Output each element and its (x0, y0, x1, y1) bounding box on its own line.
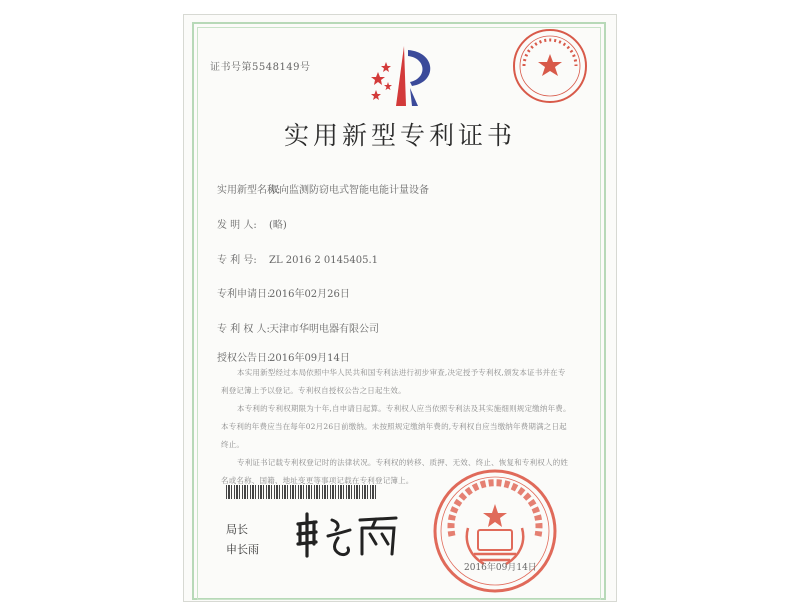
certificate-number: 证书号第5548149号 (210, 62, 311, 73)
field-patent-number (217, 251, 378, 266)
field-value: 天津市华明电器有限公司 (269, 324, 379, 335)
director-title: 局长 (226, 523, 248, 536)
field-label: 专 利 权 人: (217, 324, 270, 335)
patent-office-seal (430, 466, 560, 596)
field-label: 实用新型名称: (217, 185, 281, 196)
director-name: 申长雨 (226, 543, 259, 556)
field-value: (略) (269, 220, 287, 231)
verification-stamp (510, 26, 590, 106)
body-paragraph: 专利证书记载专利权登记时的法律状况。专利权的转移、质押、无效、终止、恢复和专利权人的姓名或名称、国籍、地址变更等事项记载在专利登记簿上。 (221, 458, 569, 485)
body-paragraph: 本实用新型经过本局依照中华人民共和国专利法进行初步审查,决定授予专利权,颁发本证书并在专利登记簿上予以登记。专利权自授权公告之日起生效。 (221, 368, 566, 395)
field-label: 专利申请日: (217, 289, 271, 300)
field-label: 发 明 人: (217, 220, 257, 231)
field-value: 2016年09月14日 (269, 353, 350, 364)
field-label: 授权公告日: (217, 353, 271, 364)
field-inventor (217, 216, 287, 231)
field-label: 专 利 号: (217, 255, 257, 266)
field-value: 2016年02月26日 (269, 289, 350, 300)
barcode (226, 485, 376, 499)
field-value: 双向监测防窃电式智能电能计量设备 (269, 185, 429, 196)
field-value: ZL 2016 2 0145405.1 (269, 255, 379, 266)
field-utility-model-name (217, 181, 429, 196)
body-paragraph: 本专利的专利权期限为十年,自申请日起算。专利权人应当依照专利法及其实施细则规定缴纳年费。本专利的年费应当在每年02月26日前缴纳。未按照规定缴纳年费的,专利权自应当缴纳年费期满之日起终止。 (221, 404, 571, 449)
field-patentee (217, 320, 379, 335)
certificate-title: 实用新型专利证书 (283, 121, 516, 150)
patent-office-logo-icon (366, 42, 440, 110)
field-grant-date (217, 349, 350, 364)
field-application-date (217, 285, 350, 300)
seal-date: 2016年09月14日 (464, 563, 537, 573)
director-signature (292, 510, 402, 560)
